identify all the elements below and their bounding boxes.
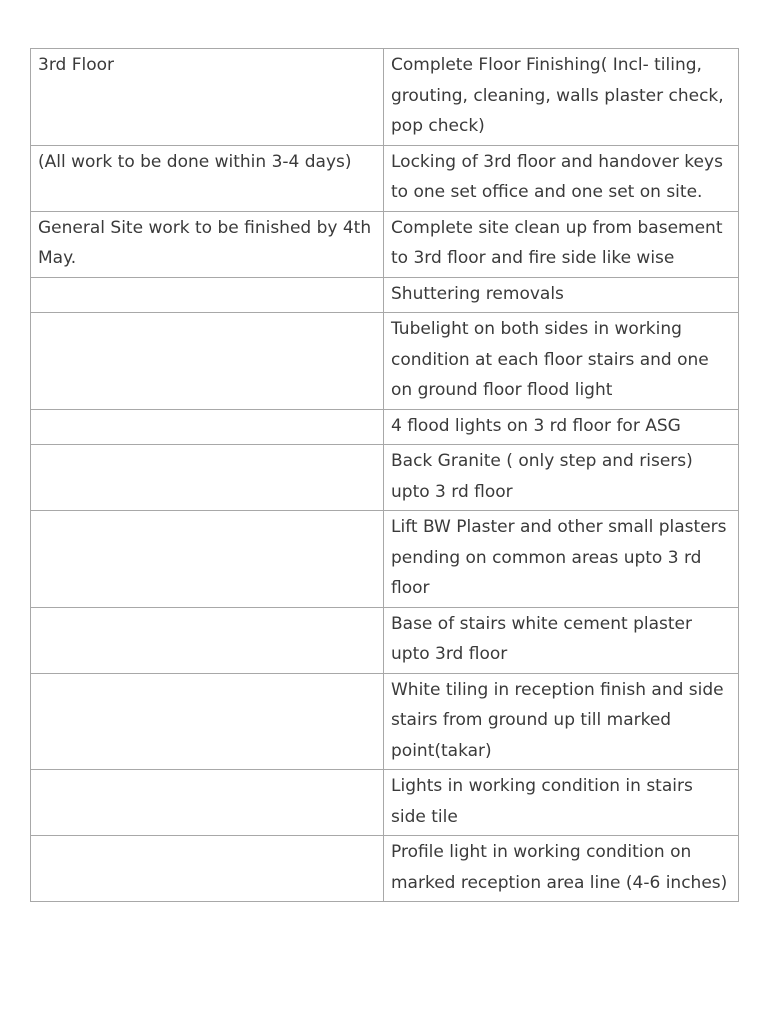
row-task-cell: Complete Floor Finishing( Incl- tiling, grouting, cleaning, walls plaster check, pop check) (384, 49, 739, 146)
row-scope-cell (31, 409, 384, 445)
work-schedule-table (30, 48, 739, 902)
row-task-cell: Base of stairs white cement plaster upto 3rd floor (384, 607, 739, 673)
table-row (31, 49, 739, 146)
row-task-cell: Back Granite ( only step and risers) upto 3 rd floor (384, 445, 739, 511)
table-row (31, 277, 739, 313)
table-row (31, 673, 739, 770)
row-task-cell: White tiling in reception finish and side stairs from ground up till marked point(takar) (384, 673, 739, 770)
row-scope-cell (31, 607, 384, 673)
table-row (31, 313, 739, 410)
table-row (31, 770, 739, 836)
row-task-cell: Profile light in working condition on marked reception area line (4-6 inches) (384, 836, 739, 902)
row-scope-cell: (All work to be done within 3-4 days) (31, 145, 384, 211)
row-scope-cell: General Site work to be finished by 4th May. (31, 211, 384, 277)
row-scope-cell (31, 770, 384, 836)
table-row (31, 409, 739, 445)
row-scope-cell: 3rd Floor (31, 49, 384, 146)
table-row (31, 211, 739, 277)
row-scope-cell (31, 445, 384, 511)
row-scope-cell (31, 277, 384, 313)
row-scope-cell (31, 836, 384, 902)
row-scope-cell (31, 673, 384, 770)
row-task-cell: Lights in working condition in stairs side tile (384, 770, 739, 836)
row-scope-cell (31, 313, 384, 410)
row-task-cell: Tubelight on both sides in working condition at each floor stairs and one on ground floor flood light (384, 313, 739, 410)
table-row (31, 511, 739, 608)
row-task-cell: Complete site clean up from basement to 3rd floor and fire side like wise (384, 211, 739, 277)
row-task-cell: 4 flood lights on 3 rd floor for ASG (384, 409, 739, 445)
row-scope-cell (31, 511, 384, 608)
row-task-cell: Shuttering removals (384, 277, 739, 313)
table-row (31, 607, 739, 673)
table-row (31, 145, 739, 211)
row-task-cell: Lift BW Plaster and other small plasters pending on common areas upto 3 rd floor (384, 511, 739, 608)
table-row (31, 445, 739, 511)
table-row (31, 836, 739, 902)
row-task-cell: Locking of 3rd floor and handover keys to one set office and one set on site. (384, 145, 739, 211)
